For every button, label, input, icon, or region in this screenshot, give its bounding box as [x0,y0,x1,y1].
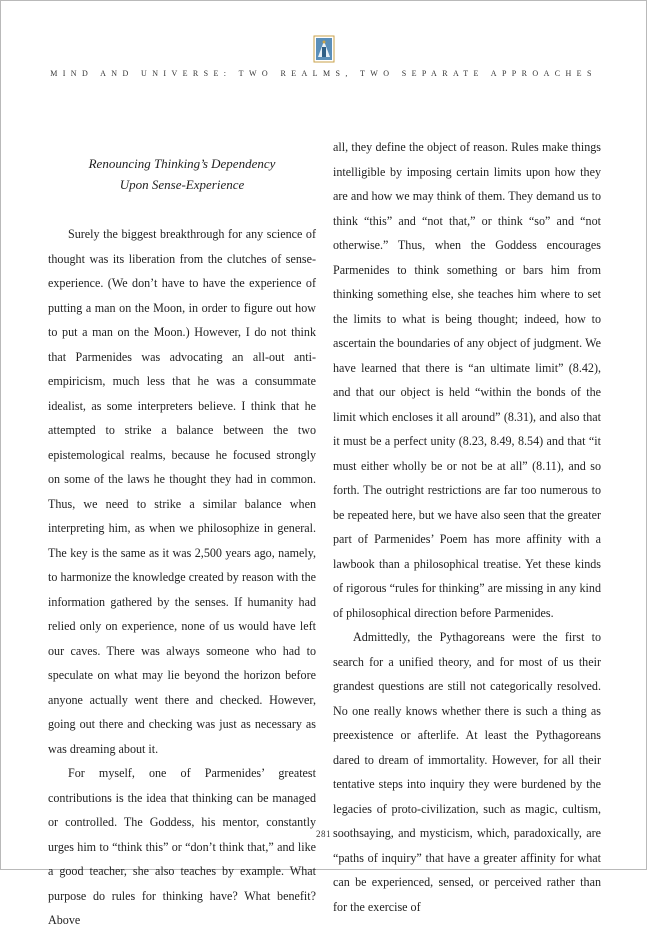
section-heading-line-1: Renouncing Thinking’s Dependency [88,156,276,171]
section-heading-line-2: Upon Sense-Experience [119,177,245,192]
left-column [48,153,316,933]
paragraph: For myself, one of Parmenides’ greatest contributions is the idea that thinking can be managed or controlled. The Goddess, his mentor, constantly urges him to “think this” or “don’t think that,” and like a good teacher, she also teaches by example. What purpose do rules for thinking have? What benefit? Above [48,766,316,927]
paragraph: Surely the biggest breakthrough for any science of thought was its liberation from the clutches of sense-experience. (We don’t have to have the experience of putting a man on the Moon, in order to figure out how to put a man on the Moon.) However, I do not think that Parmenides was advocating an all-out anti-empiricism, much less that he was a consummate idealist, as some interpreters believe. I think that he attempted to strike a balance between the two epistemological realms, because he focused strongly on some of the laws he thought they had in common. Thus, we need to strike a similar balance when interpreting him, as when we philosophize in general. The key is the same as it was 2,500 years ago, namely, to harmonize the knowledge created by reason with the information gathered by the senses. If humanity had relied only on experience, none of us would have left our caves. There was always someone who had to speculate on what may lie beyond the horizon before anyone actually went there and checked. However, going out there and checking was just as necessary as was dreaming about it. [48,227,316,756]
book-emblem-icon [313,35,335,63]
running-head: MIND AND UNIVERSE: TWO REALMS, TWO SEPARATE APPROACHES [50,69,597,78]
page-number: 281 [316,829,331,839]
paragraph-continuation: all, they define the object of reason. Rules make things intelligible by imposing certain limits upon how they are and how we may think of them. They demand us to think “this” and “not that,” or think “so” and “not otherwise.” Thus, when the Goddess encourages Parmenides to think something or bars him from thinking something else, she teaches him where to set the limits to what is being thought; indeed, how to ascertain the boundaries of any object of judgment. We have learned that there is “an ultimate limit” (8.42), and that our object is held “within the bonds of the limit which encloses it all around” (8.31), and also that it must be a perfect unity (8.23, 8.49, 8.54) and that “it must either wholly be or not be at all” (8.11), and so forth. The outright restrictions are far too numerous to be repeated here, but we have also seen that the greater part of Parmenides’ Poem has more affinity with a lawbook than a philosophical treatise. Yet these kinds of rigorous “rules for thinking” are missing in any kind of philosophical direction before Parmenides. [333,140,601,620]
right-column [333,135,601,919]
section-heading [48,153,316,195]
paragraph: Admittedly, the Pythagoreans were the first to search for a unified theory, and for most of us their grandest questions are still not categorically resolved. No one really knows whether there is such a thing as preexistence or afterlife. At least the Pythagoreans dared to dream of immortality. However, for all their tentative steps into inquiry they were burdened by the legacies of proto-civilization, such as magic, cultism, soothsaying, and mysticism, which, paradoxically, are “paths of inquiry” that have a greater affinity for what can be experienced, sensed, or perceived rather than for the exercise of [333,630,601,914]
